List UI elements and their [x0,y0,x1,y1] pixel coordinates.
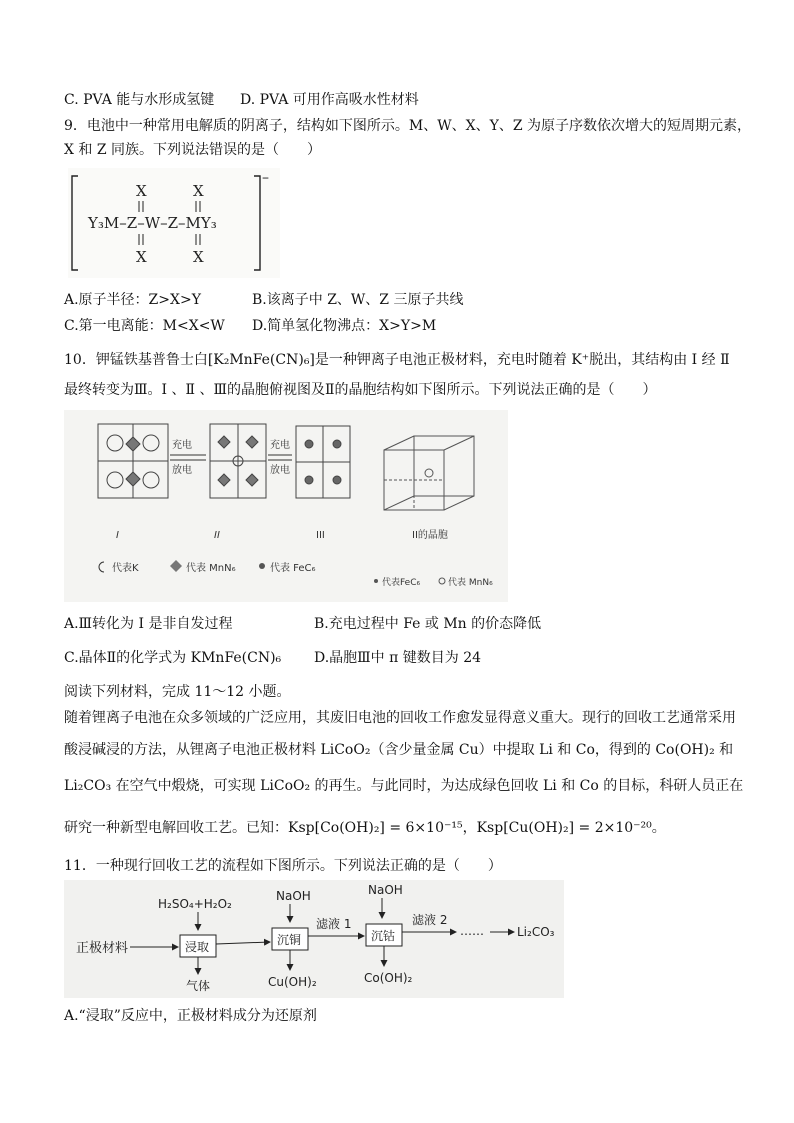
q9-option-d: D.简单氢化物沸点：X>Y>M [252,318,437,334]
q10-option-d: D.晶胞Ⅲ中 π 键数目为 24 [314,650,482,666]
lattice-ii [210,424,266,498]
q11-option-a: A.“浸取”反应中，正极材料成分为还原剂 [64,1008,317,1024]
flow-filtrate-1: 滤液 1 [316,917,352,931]
arrow-1-charge: 充电 [172,440,192,451]
passage-line-1: 随着锂离子电池在众多领域的广泛应用，其废旧电池的回收工作愈发显得意义重大。现行的回收工艺通常采用 [64,710,736,726]
flow-step-1: 浸取 [185,940,210,954]
flow-reagent-2: NaOH [276,889,311,903]
flow-step-3: 沉钴 [371,929,396,943]
q8-option-c: C. PVA 能与水形成氢键 [64,92,215,108]
arrow-1-discharge: 放电 [172,465,192,476]
q9-option-c: C.第一电离能：M<X<W [64,318,225,334]
q9-main-chain: Y₃M–Z–W–Z–MY₃ [88,214,217,232]
q9-stem-line-2: X 和 Z 同族。下列说法错误的是（ ） [64,142,322,158]
q9-anion-structure [68,168,280,278]
q9-option-a: A.原子半径：Z>X>Y [64,292,201,308]
passage-line-2: 酸浸碱浸的方法，从锂离子电池正极材料 LiCoO₂（含少量金属 Cu）中提取 Li 和 Co，得到的 Co(OH)₂ 和 [64,742,734,758]
legend-mnn6: 代表 MnN₆ [186,563,236,574]
lattice-i [98,424,168,498]
legend-fec6: 代表 FeC₆ [270,563,316,574]
q10-option-c: C.晶体Ⅱ的化学式为 KMnFe(CN)₆ [64,650,282,666]
q9-stem-line-1: 9．电池中一种常用电解质的阴离子，结构如下图所示。M、W、X、Y、Z 为原子序数依次增大的短周期元素， [64,118,752,134]
flow-out-3: Co(OH)₂ [364,971,413,985]
q8-option-d: D. PVA 可用作高吸水性材料 [240,92,419,108]
flow-filtrate-2: 滤液 2 [412,913,448,927]
passage-line-3: Li₂CO₃ 在空气中煅烧，可实现 LiCoO₂ 的再生。与此同时，为达成绿色回收 Li 和 Co 的目标，科研人员正在 [64,778,744,794]
flow-reagent-1: H₂SO₄+H₂O₂ [158,897,232,911]
q11-flowchart [64,880,564,998]
q10-stem-line-2: 最终转变为Ⅲ。Ⅰ 、Ⅱ 、Ⅲ的晶胞俯视图及Ⅱ的晶胞结构如下图所示。下列说法正确的是（ ） [64,382,657,398]
passage-line-4: 研究一种新型电解回收工艺。已知：Ksp[Co(OH)₂] = 6×10⁻¹⁵，Ksp[Cu(OH)₂] = 2×10⁻²⁰。 [64,820,666,836]
q10-stem-line-1: 10．钾锰铁基普鲁士白[K₂MnFe(CN)₆]是一种钾离子电池正极材料，充电时随着 K⁺脱出，其结构由 Ⅰ 经 Ⅱ [64,352,730,368]
flow-out-2: Cu(OH)₂ [268,975,317,989]
q10-option-a: A.Ⅲ转化为 Ⅰ 是非自发过程 [64,616,233,632]
legend-k: 代表K [112,563,139,574]
label-i: I [116,530,119,541]
flow-reagent-3: NaOH [368,883,403,897]
q9-x-bottom-right: X [193,248,204,266]
q9-x-top-right: X [193,182,204,200]
lattice-iii [296,426,350,498]
legend2-mnn6: 代表 MnN₆ [448,578,493,588]
unit-cell-ii [384,436,474,510]
flow-end: Li₂CO₃ [517,925,555,939]
flow-ellipsis: …… [460,924,484,938]
flow-out-1: 气体 [186,979,211,993]
arrow-2-discharge: 放电 [270,465,290,476]
q9-charge-sign: – [262,170,269,186]
passage-intro: 阅读下列材料，完成 11～12 小题。 [64,684,291,700]
label-unit-cell: II的晶胞 [412,530,448,541]
q9-option-b: B.该离子中 Z、W、Z 三原子共线 [252,292,464,308]
q10-option-b: B.充电过程中 Fe 或 Mn 的价态降低 [314,616,542,632]
legend2-fec6: 代表FeC₆ [382,578,421,588]
label-ii: II [214,530,220,541]
flow-step-2: 沉铜 [277,933,302,947]
label-iii: III [316,530,325,541]
flow-start: 正极材料 [76,941,129,956]
q10-crystal-figure [64,410,508,602]
q11-stem: 11．一种现行回收工艺的流程如下图所示。下列说法正确的是（ ） [64,858,502,874]
q9-x-bottom-left: X [136,248,147,266]
arrow-2-charge: 充电 [270,440,290,451]
q9-x-top-left: X [136,182,147,200]
